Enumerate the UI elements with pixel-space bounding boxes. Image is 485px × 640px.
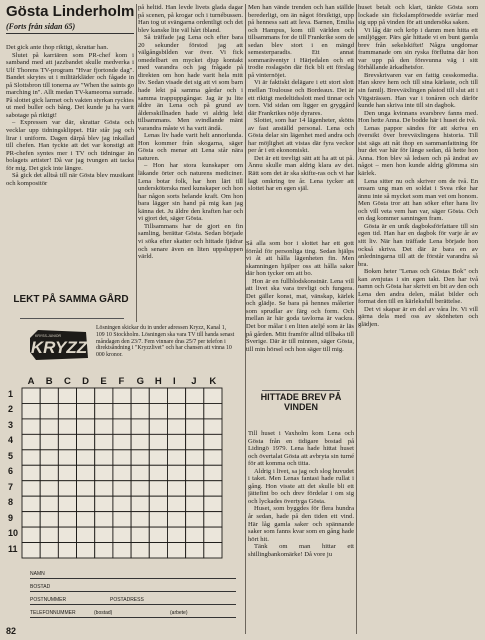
paragraph: Så träffade jag Lena och efter bara 20 sekunder förstod jag att välgångsbilden var över. Vi fick omedelbart en mycket djup kontakt med varandra och jag frågade på direkten om hon hade varit hela mitt liv. Sedan visade det sig att vi som barn hade lekt på samma gårdar och i samma trappuppgångar. Jag är ju lite äldre än Lena och på grund av åldersskillnaden hade vi aldrig lekt tillsammans. Men svindlande mänt varandra måste vi ha varit ändå. [138,34,243,132]
column-rule [245,4,246,634]
logo-small-text: KRYSS-JUNIOR [35,334,61,338]
crossword-cell[interactable] [204,450,222,465]
title-rule [6,33,134,34]
column-letter: C [63,376,71,387]
crossword-cell[interactable] [167,543,185,558]
paragraph: Tillsammans har de gjort en fin samling, berättar Gösta. Sedan började vi söka efter skatter och hittade fjädrar och senare även en liten uppsluppen värld. [138,222,243,261]
page-number: 82 [6,626,17,636]
crossword-cell[interactable] [22,434,40,449]
crossword-cell[interactable] [22,512,40,527]
heading-rule [262,390,340,391]
crossword-cell[interactable] [58,512,76,527]
crossword-cell[interactable] [58,527,76,542]
paragraph: Huset, som byggdes för flera hundra år sedan, hade på den tiden ett vind. Här låg gamla saker och spännande saker som fanns kvar som en gång hade hört hit. [248,505,354,543]
crossword-grid[interactable] [18,386,238,562]
kryzz-logo [28,326,90,364]
crossword-cell[interactable] [186,481,204,496]
crossword-cell[interactable] [167,434,185,449]
crossword-cell[interactable] [149,465,167,480]
crossword-cell[interactable] [167,419,185,434]
crossword-cell[interactable] [131,403,149,418]
crossword-cell[interactable] [131,388,149,403]
crossword-cell[interactable] [186,543,204,558]
crossword-cell[interactable] [58,543,76,558]
crossword-cell[interactable] [40,388,58,403]
crossword-cell[interactable] [167,512,185,527]
crossword-cell[interactable] [77,419,95,434]
crossword-cell[interactable] [204,496,222,511]
paragraph: Tänk om man hittar ett shillingbankomärke! Då vore ju [248,543,354,558]
crossword-cell[interactable] [186,512,204,527]
crossword-cell[interactable] [95,450,113,465]
article-column-2 [138,4,243,261]
article-column-3-bottom [248,430,354,635]
crossword-cell[interactable] [22,419,40,434]
column-letter: E [100,376,107,387]
crossword-cell[interactable] [40,434,58,449]
crossword-cell[interactable] [58,450,76,465]
row-number: 6 [8,466,14,477]
crossword-cell[interactable] [204,388,222,403]
crossword-cell[interactable] [113,434,131,449]
crossword-cell[interactable] [22,465,40,480]
crossword-cell[interactable] [40,403,58,418]
paragraph: Så gick det alltså till när Gösta blev musikant och kompositör [6,172,134,187]
crossword-cell[interactable] [40,496,58,511]
form-label: TELEFONNUMMER [30,610,76,616]
crossword-cell[interactable] [22,403,40,418]
crossword-cell[interactable] [40,512,58,527]
crossword-cell[interactable] [77,527,95,542]
row-number: 8 [8,497,14,508]
crossword-cell[interactable] [149,434,167,449]
paragraph: Vi är faktiskt delägare i ett stort slott mellan Toulouse och Bordeaux. Det är ett riktigt medeltidsslott med tinnar och torn. Vid sidan om ligger en gryggård där Frankrikes nöje dyrares. [248,79,354,117]
crossword-cell[interactable] [113,543,131,558]
crossword-cell[interactable] [22,527,40,542]
crossword-cell[interactable] [204,481,222,496]
crossword-cell[interactable] [131,527,149,542]
crossword-cell[interactable] [113,450,131,465]
crossword-cell[interactable] [149,403,167,418]
row-number: 7 [8,481,14,492]
entry-form [30,566,236,618]
form-label: BOSTAD [30,584,51,590]
crossword-cell[interactable] [113,496,131,511]
column-rule [356,4,357,634]
crossword-cell[interactable] [204,465,222,480]
paragraph: Aldrig i livet, sa jag och slog huvudet i taket. Men Lenas fantasi hade rullat i gång. Hon visste att det skulle bli ett jättefint bo och drev fördelar i om sig och lyckades övertyga Gösta. [248,467,354,505]
crossword-cell[interactable] [131,465,149,480]
crossword-instructions: Lösningen skickar du in under adressen Kryzz, Kanal 1, 109 10 Stockholm. Lösningen ska vara TV till handa senast måndagen den 23/7. Fem vinnare dras 25/7 per telefon i direktsändning i "Kryzzlivet" och har chansen att vinna 10 000 kronor. [96,325,235,359]
crossword-cell[interactable] [77,496,95,511]
crossword-cell[interactable] [58,403,76,418]
crossword-cell[interactable] [95,388,113,403]
paragraph: Till huset i Vaxholm kom Lena och Gösta från en tidigare bostad på Lidingö 1979. Lena hade hittat huset och övertalat Gösta att avbryta sin turné för att komma och titta. [248,430,354,468]
crossword-cell[interactable] [22,450,40,465]
row-number: 5 [8,450,14,461]
crossword-cell[interactable] [149,512,167,527]
crossword-cell[interactable] [167,527,185,542]
crossword-cell[interactable] [186,434,204,449]
crossword-cell[interactable] [204,434,222,449]
paragraph: Gösta är en unik dagboksförfattare till sin egen tid. Han har en dagbok för varje år av sitt liv. När han träffade Lena började hon också skriva. Det där är bara en av anledningarna till att de förstår varandra så bra. [358,222,478,268]
paragraph: Boken heter "Lenas och Göstas Bok" och kan avnjutas i sin egen takt. Den har två namn och Gösta har skrivit en bit av den och Lena den andra delen, målat bilder och format den till en kärleksfull berättelse. [358,268,478,306]
crossword-cell[interactable] [186,388,204,403]
paragraph: – Expressen var där, skrattar Gösta och vecklar upp tidningsklippet. Här står jag och lirar i uniform. Dagen därpå blev jag inkallad till chefen. Han tyckte att det var konstigt att PR-chefen syntes mer i TV och tidningar än bolagets artister! Då var jag tvungen att tacka för mig. Det gick inte längre. [6,119,134,172]
crossword-cell[interactable] [95,419,113,434]
paragraph: Lena sitter nu och skriver om de två. En ensam ung man en soldat i Svea rike har ännu inte så mycket som man vet om honom. Men Gösta tror att han söker efter hans liv och vill veta vem han var, säger Gösta. Och en dag kommer sanningen fram. [358,177,478,223]
crossword-cell[interactable] [167,465,185,480]
form-label: POSTADRESS [110,597,144,603]
crossword-cell[interactable] [58,419,76,434]
crossword-cell[interactable] [131,543,149,558]
paragraph: Det gick ante ihop riktigt, skrattar han. [6,44,109,51]
crossword-cell[interactable] [77,465,95,480]
crossword-cell[interactable] [149,450,167,465]
article-column-4 [358,4,478,634]
form-row-address[interactable] [30,579,236,592]
crossword-cell[interactable] [113,403,131,418]
form-label: POSTNUMMER [30,597,67,603]
paragraph: Den unga kvinnans svarsbrev fanns med. Hon hette Anna. De bodde här i huset de två. [358,109,478,125]
crossword-cell[interactable] [131,419,149,434]
row-number: 2 [8,404,14,415]
crossword-cell[interactable] [131,434,149,449]
crossword-cell[interactable] [113,419,131,434]
crossword-cell[interactable] [77,434,95,449]
crossword-cell[interactable] [131,450,149,465]
form-row-phone[interactable] [30,605,236,618]
crossword-cell[interactable] [167,403,185,418]
crossword-cell[interactable] [167,388,185,403]
crossword-cell[interactable] [77,403,95,418]
crossword-cell[interactable] [167,450,185,465]
crossword-cell[interactable] [186,496,204,511]
paragraph: Lenas pappor sändes för att skriva en översikt över brevväxlingens historia. Till sist sägs att nåt ihop en sammanfattning för hur det var här för länge sedan, då hette hon Anna. Hon blev så ledsen och på ändrat av något – men hon kunde aldrig glömma sin kärlek. [358,124,478,178]
crossword-cell[interactable] [113,388,131,403]
crossword-cell[interactable] [149,543,167,558]
crossword-cell[interactable] [113,512,131,527]
column-letter: D [82,376,89,387]
crossword-cell[interactable] [167,496,185,511]
crossword-cell[interactable] [95,403,113,418]
crossword-cell[interactable] [186,465,204,480]
article-title: Gösta Linderholm [6,3,135,20]
paragraph: huset betalt och klart, tänkte Gösta som lockade sin fickslampförsedde svärfar med sig upp på vinden för att undersöka saken. [358,4,478,27]
crossword-cell[interactable] [186,403,204,418]
crossword-cell[interactable] [95,434,113,449]
crossword-cell[interactable] [204,403,222,418]
crossword-cell[interactable] [95,512,113,527]
form-row-name[interactable] [30,566,236,579]
crossword-cell[interactable] [22,543,40,558]
crossword-cell[interactable] [149,419,167,434]
crossword-cell[interactable] [58,465,76,480]
column-letter: I [173,376,176,387]
article-column-3 [248,4,354,232]
paragraph: Vi låg där och kröp i damm men hitta ett smiljögger. Pärs går hittade vi en bunt gamla brev från sekelskiftet! Några ungdomar frammanade om sin ryska förflutna där hon var upp på den försvunna väg i sitt förhållande ärkadhetsfor. [358,26,478,72]
crossword-cell[interactable] [58,388,76,403]
crossword-cell[interactable] [40,419,58,434]
crossword-cell[interactable] [58,481,76,496]
crossword-cell[interactable] [131,496,149,511]
heading-rule [20,318,124,319]
crossword-cell[interactable] [113,465,131,480]
paragraph: – Hon har stora kunskaper om läkande örter och naturens mediciner. Lena botar folk, har hon lärt till undersköterska med kunskaper och hon har någon sorts helande kraft. Om hon bara lägger sin hand på mig kan jag känna det. Ju äldre den kraften har och vi gjort det, säger Gösta. [138,162,243,223]
crossword-cell[interactable] [40,543,58,558]
crossword-cell[interactable] [77,481,95,496]
column-letter: K [209,376,217,387]
form-row-postal[interactable] [30,592,236,605]
article-column-1 [6,44,134,187]
paragraph: Det är ett trevligt sätt att ha att ut på. Ännu skulle man aldrig klara av det. Rätt som det är ska skifte-ras och vi har lagt omkring tre år. Lena tycker att slottet har en egen själ. [248,154,354,193]
crossword-cell[interactable] [186,450,204,465]
crossword-cell[interactable] [22,481,40,496]
crossword-heading: LEKT PÅ SAMMA GÅRD [13,294,129,305]
paragraph: Lenas liv hade varit helt annorlunda. Hon kommer från skogarna, säger Gösta och menar att Lena står nära naturen. [138,132,243,162]
crossword-cell[interactable] [131,481,149,496]
form-label: (arbete) [170,610,188,616]
crossword-cell[interactable] [40,527,58,542]
form-label: (bostad) [94,610,113,616]
row-number: 11 [8,543,18,554]
row-number: 9 [8,512,14,523]
section-heading: HITTADE BREV PÅ VINDEN [260,392,342,412]
crossword-cell[interactable] [40,465,58,480]
paragraph: Hon är en fullblodskonstnär. Lena vill att livet ska vara trevligt och fungera. Det gäller konst, mat, vänskap, kärlek och glädje. Se bara på hennes målerier som sprudlar av färg och form. Och mellan är här goda tavlorna är vackra. Det bor målar i en liten ateljé som är läs på gården. Mitt framför alltid tillbaka till Sverige. Där är till minnen, säger Gösta, till min hörsel och hon säger till mig. [246,277,354,353]
crossword-cell[interactable] [113,481,131,496]
crossword-cell[interactable] [186,527,204,542]
crossword-cell[interactable] [95,481,113,496]
crossword-cell[interactable] [77,388,95,403]
crossword-cell[interactable] [186,419,204,434]
crossword-cell[interactable] [95,465,113,480]
paragraph: på heltid. Han levde livets glada dagar på scenen, på krogar och i turnébussen. Han tog ut svängarna ordentligt och det blev kanske lite väl hårt ibland. [138,4,243,34]
column-letter: A [27,376,35,387]
crossword-cell[interactable] [22,496,40,511]
column-letter: H [154,376,162,387]
column-letter: G [136,376,145,387]
crossword-cell[interactable] [58,434,76,449]
crossword-cell[interactable] [204,512,222,527]
crossword-cell[interactable] [149,481,167,496]
article-subtitle: (Forts från sidan 65) [6,22,76,31]
crossword-cell[interactable] [167,481,185,496]
crossword-cell[interactable] [113,527,131,542]
paragraph: Men han vände trenden och han ställde berederligt, om än något försiktigt, upp på henness satt att leva. Barnen, Emilia och Hampus, kom till världen och tillsammans for de till Frankrike som de sedan blev stort i en mängd semesterparadis. Ett annat sommaräventyr i Härjedalen och ett trodie roslagsön där fick bli ett förslag på vinternöjet. [248,4,354,79]
row-number: 4 [8,435,14,446]
crossword-cell[interactable] [95,543,113,558]
crossword-cell[interactable] [95,527,113,542]
row-number: 10 [8,528,19,539]
crossword-cell[interactable] [40,481,58,496]
paragraph: Så alla som bor i slottet har ett gott förråd för personliga ting. Sedan hjälps vi åt att hålla lägenheten fin. Men skamningen hjälper oss att hålla saker där hon tycker om att bo. [246,240,354,278]
crossword-cell[interactable] [77,543,95,558]
row-number: 3 [8,419,14,430]
paragraph: Slottet, som har 14 lägenheter, skötts av fast anställd personal. Lena och Gösta delar sin lägenhet med andra och har möjlighet att vistas där fyra veckor per år i ett ekonomiskt. [248,117,354,155]
crossword-cell[interactable] [22,388,40,403]
crossword-cell[interactable] [149,496,167,511]
crossword-cell[interactable] [95,496,113,511]
crossword-cell[interactable] [149,388,167,403]
logo-text: KRYZZ [30,338,88,357]
column-letter: F [118,376,125,387]
article-column-3-middle [246,240,354,385]
crossword-cell[interactable] [204,543,222,558]
paragraph: Brevskrivaren var en fattig cesskomedia. Han skrev hem och till sina kärlaste, och till sin familj. Brevväxlingen påstod till slut att i Vitgsträssen. Han var i tonåren och därför kunde han skriva inte till sin dagbok. [358,71,478,110]
paragraph: Det vi skapar är en del av våra liv. Vi vill gärna dela med oss av skönheten och glädjen. [358,305,478,328]
row-number: 1 [8,389,14,399]
crossword-cell[interactable] [204,527,222,542]
form-label: NAMN [30,571,45,577]
crossword-cell[interactable] [40,450,58,465]
column-rule [136,4,137,322]
crossword-cell[interactable] [204,419,222,434]
column-letter: J [191,376,197,387]
crossword-cell[interactable] [58,496,76,511]
paragraph: Slutet på karriären som PR-chef kom i samband med att jazzbandet skulle medverka i Ulf Thorens TV-program "Hvar fjortonde dag". Bandet skrytes ut i militärkläder och fågade in på Slottsbron till tonerna av "When the saints go marching in". Allt medan TV-kameorna surrade. På slottet gick larmet och vakten styrkan rycktes ut med buller och bång. Det kunde ju ha varit sabotage på riktigt! [6,51,134,119]
crossword-cell[interactable] [131,512,149,527]
crossword-cell[interactable] [149,527,167,542]
crossword-cell[interactable] [77,512,95,527]
crossword-cell[interactable] [77,450,95,465]
column-letter: B [45,376,53,387]
